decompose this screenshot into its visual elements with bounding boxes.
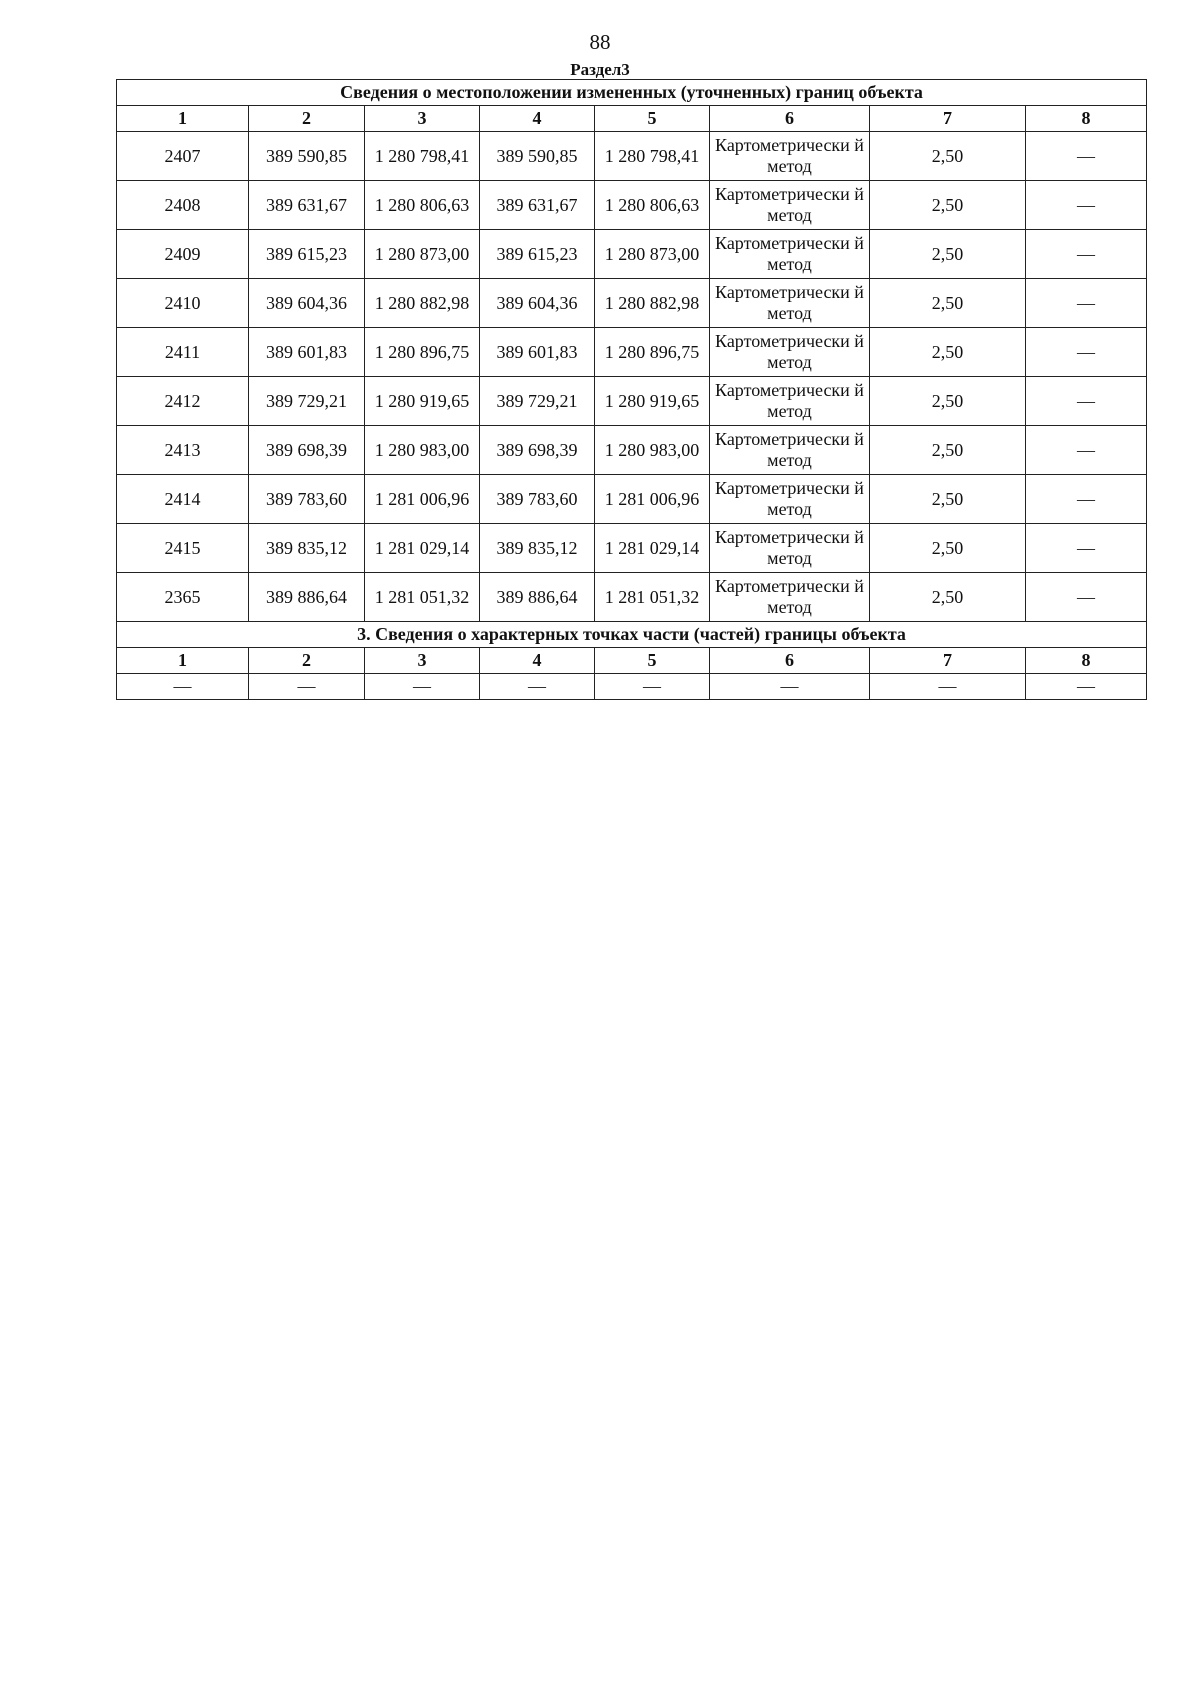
- table-row: [117, 426, 1147, 475]
- column-header-7: 7: [870, 106, 1026, 132]
- table-row: [117, 377, 1147, 426]
- table-cell-4: 389 835,12: [480, 524, 595, 573]
- table-cell-8: —: [1026, 426, 1147, 475]
- table-cell-3: 1 281 006,96: [365, 475, 480, 524]
- section3-title: 3. Сведения о характерных точках части (частей) границы объекта: [117, 622, 1147, 648]
- table-cell-8: —: [1026, 328, 1147, 377]
- table-cell-5: 1 281 006,96: [595, 475, 710, 524]
- table-title-row: [117, 80, 1147, 106]
- table-cell-7: 2,50: [870, 524, 1026, 573]
- table-cell-4: 389 783,60: [480, 475, 595, 524]
- section3-column-header-row: [117, 648, 1147, 674]
- section-label: Раздел3: [570, 60, 630, 79]
- table-cell-8: —: [1026, 279, 1147, 328]
- table-cell-3: 1 280 896,75: [365, 328, 480, 377]
- table-cell-1: 2413: [117, 426, 249, 475]
- column-header-3: 3: [365, 106, 480, 132]
- table-cell-1: 2415: [117, 524, 249, 573]
- section3-table-cell-4: —: [480, 674, 595, 700]
- table-row: [117, 132, 1147, 181]
- column-header-8: 8: [1026, 106, 1147, 132]
- table-cell-5: 1 281 051,32: [595, 573, 710, 622]
- section3-table-cell-8: —: [1026, 674, 1147, 700]
- boundary-table: [116, 79, 1147, 700]
- table-cell-2: 389 729,21: [249, 377, 365, 426]
- table-cell-6: Картометрически й метод: [710, 181, 870, 230]
- table-cell-2: 389 886,64: [249, 573, 365, 622]
- table-cell-8: —: [1026, 230, 1147, 279]
- table-row: [117, 573, 1147, 622]
- table-row: [117, 181, 1147, 230]
- table-cell-1: 2407: [117, 132, 249, 181]
- table-cell-3: 1 280 798,41: [365, 132, 480, 181]
- column-header-1: 1: [117, 106, 249, 132]
- section3-column-header-7: 7: [870, 648, 1026, 674]
- table-cell-1: 2410: [117, 279, 249, 328]
- table-cell-6: Картометрически й метод: [710, 132, 870, 181]
- column-header-5: 5: [595, 106, 710, 132]
- section3-table-cell-3: —: [365, 674, 480, 700]
- page-number: 88: [589, 30, 611, 54]
- table-cell-2: 389 590,85: [249, 132, 365, 181]
- column-header-6: 6: [710, 106, 870, 132]
- table-cell-3: 1 281 051,32: [365, 573, 480, 622]
- table-cell-5: 1 280 806,63: [595, 181, 710, 230]
- table-cell-5: 1 281 029,14: [595, 524, 710, 573]
- table-row: [117, 524, 1147, 573]
- table-row: [117, 328, 1147, 377]
- column-header-4: 4: [480, 106, 595, 132]
- table-cell-2: 389 631,67: [249, 181, 365, 230]
- table-cell-8: —: [1026, 377, 1147, 426]
- section3-table-row: [117, 674, 1147, 700]
- table-cell-3: 1 280 882,98: [365, 279, 480, 328]
- section3-column-header-4: 4: [480, 648, 595, 674]
- table-cell-5: 1 280 798,41: [595, 132, 710, 181]
- table-cell-7: 2,50: [870, 279, 1026, 328]
- section3-column-header-3: 3: [365, 648, 480, 674]
- section3-table-cell-2: —: [249, 674, 365, 700]
- table-cell-3: 1 280 919,65: [365, 377, 480, 426]
- table-cell-1: 2408: [117, 181, 249, 230]
- table-cell-4: 389 604,36: [480, 279, 595, 328]
- table-cell-2: 389 835,12: [249, 524, 365, 573]
- table-cell-2: 389 604,36: [249, 279, 365, 328]
- table-cell-1: 2409: [117, 230, 249, 279]
- section3-table-cell-7: —: [870, 674, 1026, 700]
- table-cell-6: Картометрически й метод: [710, 524, 870, 573]
- table-cell-4: 389 729,21: [480, 377, 595, 426]
- section3-column-header-5: 5: [595, 648, 710, 674]
- table-cell-7: 2,50: [870, 573, 1026, 622]
- table-cell-4: 389 886,64: [480, 573, 595, 622]
- section3-table-cell-5: —: [595, 674, 710, 700]
- table-cell-7: 2,50: [870, 230, 1026, 279]
- table-cell-5: 1 280 882,98: [595, 279, 710, 328]
- table-cell-8: —: [1026, 181, 1147, 230]
- table-cell-8: —: [1026, 573, 1147, 622]
- table-cell-5: 1 280 896,75: [595, 328, 710, 377]
- table-cell-5: 1 280 873,00: [595, 230, 710, 279]
- table-cell-7: 2,50: [870, 328, 1026, 377]
- table-cell-4: 389 601,83: [480, 328, 595, 377]
- table-cell-3: 1 280 983,00: [365, 426, 480, 475]
- table-cell-7: 2,50: [870, 475, 1026, 524]
- table-cell-5: 1 280 983,00: [595, 426, 710, 475]
- table-cell-7: 2,50: [870, 132, 1026, 181]
- section3-column-header-8: 8: [1026, 648, 1147, 674]
- table-cell-2: 389 615,23: [249, 230, 365, 279]
- column-header-2: 2: [249, 106, 365, 132]
- section3-column-header-1: 1: [117, 648, 249, 674]
- table-cell-6: Картометрически й метод: [710, 230, 870, 279]
- table-cell-5: 1 280 919,65: [595, 377, 710, 426]
- table-cell-7: 2,50: [870, 377, 1026, 426]
- table-cell-3: 1 280 806,63: [365, 181, 480, 230]
- table-cell-3: 1 281 029,14: [365, 524, 480, 573]
- table-cell-6: Картометрически й метод: [710, 377, 870, 426]
- table-cell-1: 2365: [117, 573, 249, 622]
- table-row: [117, 279, 1147, 328]
- table-cell-2: 389 601,83: [249, 328, 365, 377]
- column-header-row: [117, 106, 1147, 132]
- table-cell-4: 389 590,85: [480, 132, 595, 181]
- table-cell-2: 389 783,60: [249, 475, 365, 524]
- table-body: [117, 80, 1147, 700]
- table-cell-6: Картометрически й метод: [710, 475, 870, 524]
- table-cell-7: 2,50: [870, 181, 1026, 230]
- table-title: Сведения о местоположении измененных (уточненных) границ объекта: [117, 80, 1147, 106]
- table-cell-8: —: [1026, 524, 1147, 573]
- section3-table-cell-1: —: [117, 674, 249, 700]
- table-cell-6: Картометрически й метод: [710, 573, 870, 622]
- table-cell-6: Картометрически й метод: [710, 279, 870, 328]
- table-cell-1: 2414: [117, 475, 249, 524]
- section3-column-header-2: 2: [249, 648, 365, 674]
- table-cell-1: 2412: [117, 377, 249, 426]
- table-row: [117, 230, 1147, 279]
- table-cell-1: 2411: [117, 328, 249, 377]
- table-cell-4: 389 698,39: [480, 426, 595, 475]
- table-cell-4: 389 615,23: [480, 230, 595, 279]
- section3-table-cell-6: —: [710, 674, 870, 700]
- table-cell-7: 2,50: [870, 426, 1026, 475]
- section3-column-header-6: 6: [710, 648, 870, 674]
- section3-title-row: [117, 622, 1147, 648]
- table-cell-8: —: [1026, 132, 1147, 181]
- table-cell-4: 389 631,67: [480, 181, 595, 230]
- table-cell-2: 389 698,39: [249, 426, 365, 475]
- table-row: [117, 475, 1147, 524]
- table-cell-6: Картометрически й метод: [710, 426, 870, 475]
- table-cell-8: —: [1026, 475, 1147, 524]
- table-cell-3: 1 280 873,00: [365, 230, 480, 279]
- table-cell-6: Картометрически й метод: [710, 328, 870, 377]
